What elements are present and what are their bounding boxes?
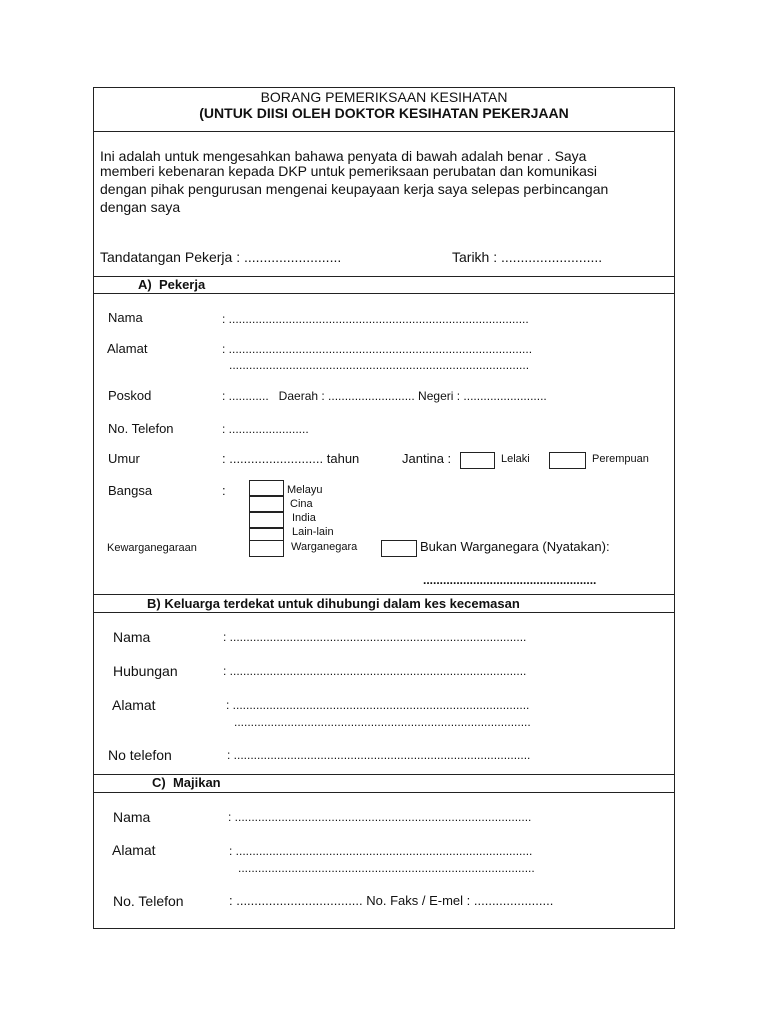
race-melayu-checkbox[interactable] <box>249 480 284 496</box>
kin-address-field-2[interactable]: ......................................................................................... <box>234 715 531 729</box>
section-a-heading: A) Pekerja <box>138 277 206 292</box>
non-citizen-specify-field[interactable]: .................................................... <box>423 573 597 587</box>
section-b-heading: B) Keluarga terdekat untuk dihubungi dalam kes kecemasan <box>147 596 520 611</box>
citizenship-label: Kewarganegaraan <box>107 542 197 554</box>
declaration-line-4: dengan saya <box>100 199 181 215</box>
race-option-india: India <box>292 512 316 524</box>
race-colon: : <box>222 483 226 498</box>
worker-address-field-2[interactable]: .......................................................................................... <box>229 358 530 372</box>
male-checkbox[interactable] <box>460 452 495 469</box>
worker-address-label: Alamat <box>107 341 148 356</box>
kin-phone-field[interactable]: : ......................................................................................... <box>227 748 531 762</box>
non-citizen-checkbox[interactable] <box>381 540 417 557</box>
race-option-cina: Cina <box>290 498 313 510</box>
citizen-option-label: Warganegara <box>291 541 358 553</box>
worker-address-field-1[interactable]: : ........................................................................................... <box>222 342 533 356</box>
declaration-line-3: dengan pihak pengurusan mengenai keupayaan kerja saya selepas perbincangan <box>100 181 609 197</box>
kin-address-label: Alamat <box>112 697 156 713</box>
race-option-lain-lain: Lain-lain <box>292 526 334 538</box>
worker-phone-label: No. Telefon <box>108 421 174 436</box>
gender-label: Jantina : <box>402 451 452 466</box>
employer-address-field-2[interactable]: ......................................................................................... <box>238 861 535 875</box>
kin-phone-label: No telefon <box>108 747 172 763</box>
race-label: Bangsa <box>108 483 153 498</box>
worker-postcode-label: Poskod <box>108 388 152 403</box>
non-citizen-option-label: Bukan Warganegara (Nyatakan): <box>420 539 610 554</box>
kin-address-field-1[interactable]: : ......................................................................................... <box>226 698 530 712</box>
section-a-bottom-divider <box>94 293 674 294</box>
female-checkbox[interactable] <box>549 452 586 469</box>
race-cina-checkbox[interactable] <box>249 496 284 512</box>
worker-age-field[interactable]: : .......................... tahun <box>222 451 360 466</box>
health-exam-form <box>93 87 675 929</box>
section-c-heading: C) Majikan <box>152 775 221 790</box>
citizen-checkbox[interactable] <box>249 540 284 557</box>
date-field[interactable]: Tarikh : .......................... <box>452 249 603 265</box>
declaration-line-2: memberi kebenaran kepada DKP untuk pemeriksaan perubatan dan komunikasi <box>100 163 598 179</box>
section-b-top-divider <box>94 594 674 595</box>
form-subtitle: (UNTUK DIISI OLEH DOKTOR KESIHATAN PEKERJAAN <box>199 105 569 121</box>
employer-address-field-1[interactable]: : ......................................................................................... <box>229 844 533 858</box>
employer-phone-label: No. Telefon <box>113 893 184 909</box>
declaration-line-1: Ini adalah untuk mengesahkan bahawa penyata di bawah adalah benar . Saya <box>100 148 587 164</box>
race-option-melayu: Melayu <box>287 484 323 496</box>
section-c-bottom-divider <box>94 792 674 793</box>
worker-name-field[interactable]: : .......................................................................................... <box>222 312 529 326</box>
header-divider <box>94 131 674 132</box>
form-title: BORANG PEMERIKSAAN KESIHATAN <box>260 89 508 105</box>
section-b-bottom-divider <box>94 612 674 613</box>
employer-name-label: Nama <box>113 809 151 825</box>
worker-age-label: Umur <box>108 451 140 466</box>
employer-name-field[interactable]: : ......................................................................................... <box>228 810 532 824</box>
kin-relationship-label: Hubungan <box>113 663 178 679</box>
male-option-label: Lelaki <box>501 453 530 465</box>
kin-name-label: Nama <box>113 629 151 645</box>
kin-relationship-field[interactable]: : ......................................................................................... <box>223 664 527 678</box>
worker-name-label: Nama <box>108 310 143 325</box>
employer-address-label: Alamat <box>112 842 156 858</box>
worker-phone-field[interactable]: : ........................ <box>222 422 309 436</box>
female-option-label: Perempuan <box>592 453 649 465</box>
worker-postcode-district-state-field[interactable]: : ............ Daerah : .......................... Negeri : ......................... <box>222 389 547 403</box>
employer-phone-fax-email-field[interactable]: : ................................... No. Faks / E-mel : ...................... <box>229 893 554 908</box>
signature-field[interactable]: Tandatangan Pekerja : ......................... <box>100 249 342 265</box>
race-india-checkbox[interactable] <box>249 512 284 528</box>
kin-name-field[interactable]: : ......................................................................................... <box>223 630 527 644</box>
